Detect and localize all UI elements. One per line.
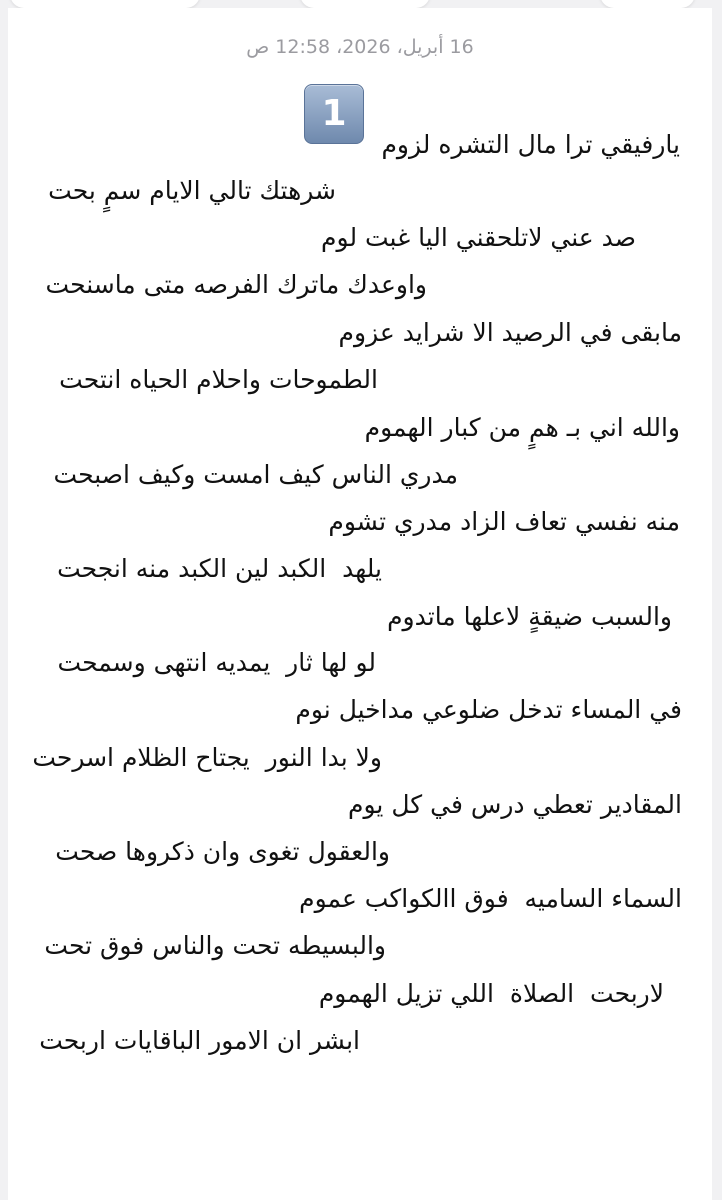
- note-line: والبسيطه تحت والناس فوق تحت: [44, 931, 386, 960]
- top-tab-right: [600, 0, 695, 8]
- note-timestamp: 16 أبريل، 2026، 12:58 ص: [246, 36, 474, 58]
- note-line: السماء الساميه فوق االكواكب عموم: [299, 884, 682, 913]
- note-line: يلهد الكبد لين الكبد منه انجحت: [57, 554, 382, 583]
- note-line: منه نفسي تعاف الزاد مدري تشوم: [328, 507, 680, 536]
- keycap-one-emoji: 1: [304, 84, 364, 144]
- note-line: والله اني بـ همٍ من كبار الهموم: [364, 413, 680, 442]
- note-line: صد عني لاتلحقني اليا غبت لوم: [321, 223, 636, 252]
- note-line: واوعدك ماترك الفرصه متى ماسنحت: [45, 270, 427, 299]
- note-line: والعقول تغوى وان ذكروها صحت: [55, 837, 390, 866]
- note-line: مابقى في الرصيد الا شرايد عزوم: [338, 318, 682, 347]
- top-strip: [0, 0, 722, 6]
- note-line: ولا بدا النور يجتاح الظلام اسرحت: [32, 743, 382, 772]
- note-line: لاربحت الصلاة اللي تزيل الهموم: [318, 979, 664, 1008]
- top-tab-left: [10, 0, 200, 8]
- note-line: الطموحات واحلام الحياه انتحت: [59, 365, 378, 394]
- note-line: شرهتك تالي الايام سمٍ بحت: [48, 176, 336, 205]
- top-tab-middle: [300, 0, 430, 8]
- note-line: المقادير تعطي درس في كل يوم: [348, 790, 682, 819]
- note-line: في المساء تدخل ضلوعي مداخيل نوم: [295, 695, 682, 724]
- note-line: مدري الناس كيف امست وكيف اصبحت: [53, 460, 458, 489]
- note-line: ابشر ان الامور الباقايات اربحت: [39, 1026, 360, 1055]
- note-page[interactable]: [8, 8, 712, 1200]
- note-line: لو لها ثار يمديه انتهى وسمحت: [57, 648, 376, 677]
- note-line: والسبب ضيقةٍ لاعلها ماتدوم: [387, 602, 672, 631]
- note-line: يارفيقي ترا مال التشره لزوم: [381, 130, 680, 159]
